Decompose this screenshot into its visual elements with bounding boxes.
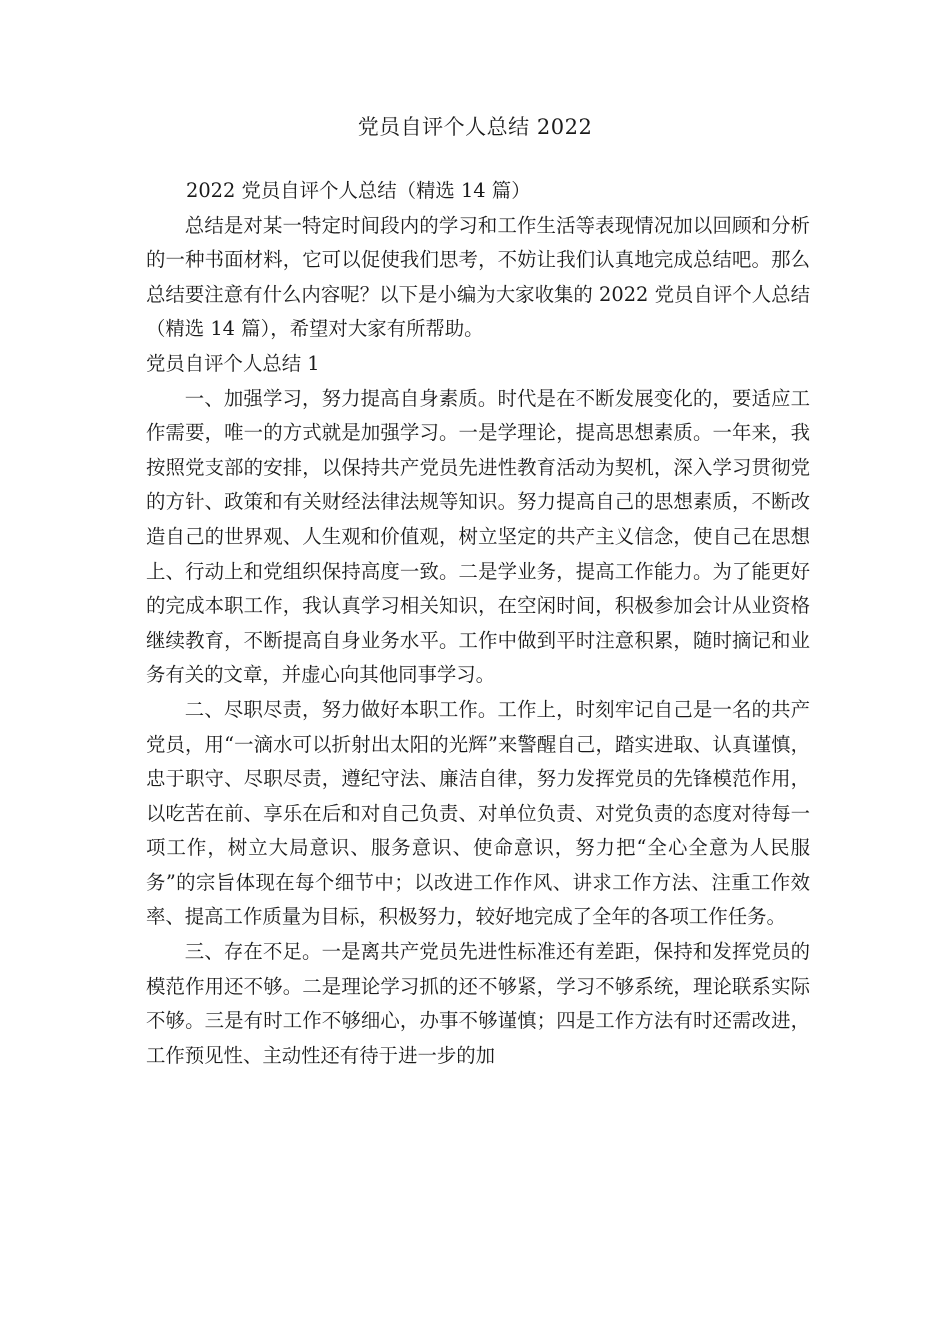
document-title: 党员自评个人总结 2022 [357,115,593,139]
document-body [146,174,810,1073]
intro-paragraph: 总结是对某一特定时间段内的学习和工作生活等表现情况加以回顾和分析的一种书面材料，它可以促使我们思考，不妨让我们认真地完成总结吧。那么总结要注意有什么内容呢？以下是小编为大家收集的 2022 党员自评个人总结（精选 14 篇），希望对大家有所帮助。 [146,213,810,341]
body-paragraph-1: 一、加强学习，努力提高自身素质。时代是在不断发展变化的，要适应工作需要，唯一的方式就是加强学习。一是学理论，提高思想素质。一年来，我按照党支部的安排，以保持共产党员先进性教育活动为契机，深入学习贯彻党的方针、政策和有关财经法律法规等知识。努力提高自己的思想素质，不断改造自己的世界观、人生观和价值观，树立坚定的共产主义信念，使自己在思想上、行动上和党组织保持高度一致。二是学业务，提高工作能力。为了能更好的完成本职工作，我认真学习相关知识，在空闲时间，积极参加会计从业资格继续教育，不断提高自身业务水平。工作中做到平时注意积累，随时摘记和业务有关的文章，并虚心向其他同事学习。 [146,386,810,687]
body-paragraph-3: 三、存在不足。一是离共产党员先进性标准还有差距，保持和发挥党员的模范作用还不够。二是理论学习抓的还不够紧，学习不够系统，理论联系实际不够。三是有时工作不够细心，办事不够谨慎；四是工作方法有时还需改进，工作预见性、主动性还有待于进一步的加 [146,940,810,1067]
body-paragraph-2: 二、尽职尽责，努力做好本职工作。工作上，时刻牢记自己是一名的共产党员，用“一滴水可以折射出太阳的光辉”来警醒自己，踏实进取、认真谨慎，忠于职守、尽职尽责，遵纪守法、廉洁自律，努力发挥党员的先锋模范作用，以吃苦在前、享乐在后和对自己负责、对单位负责、对党负责的态度对待每一项工作，树立大局意识、服务意识、使命意识，努力把“全心全意为人民服务”的宗旨体现在每个细节中；以改进工作作风、讲求工作方法、注重工作效率、提高工作质量为目标，积极努力，较好地完成了全年的各项工作任务。 [146,697,810,929]
section-heading: 党员自评个人总结 1 [146,351,320,375]
document-subtitle: 2022 党员自评个人总结（精选 14 篇） [186,179,531,202]
